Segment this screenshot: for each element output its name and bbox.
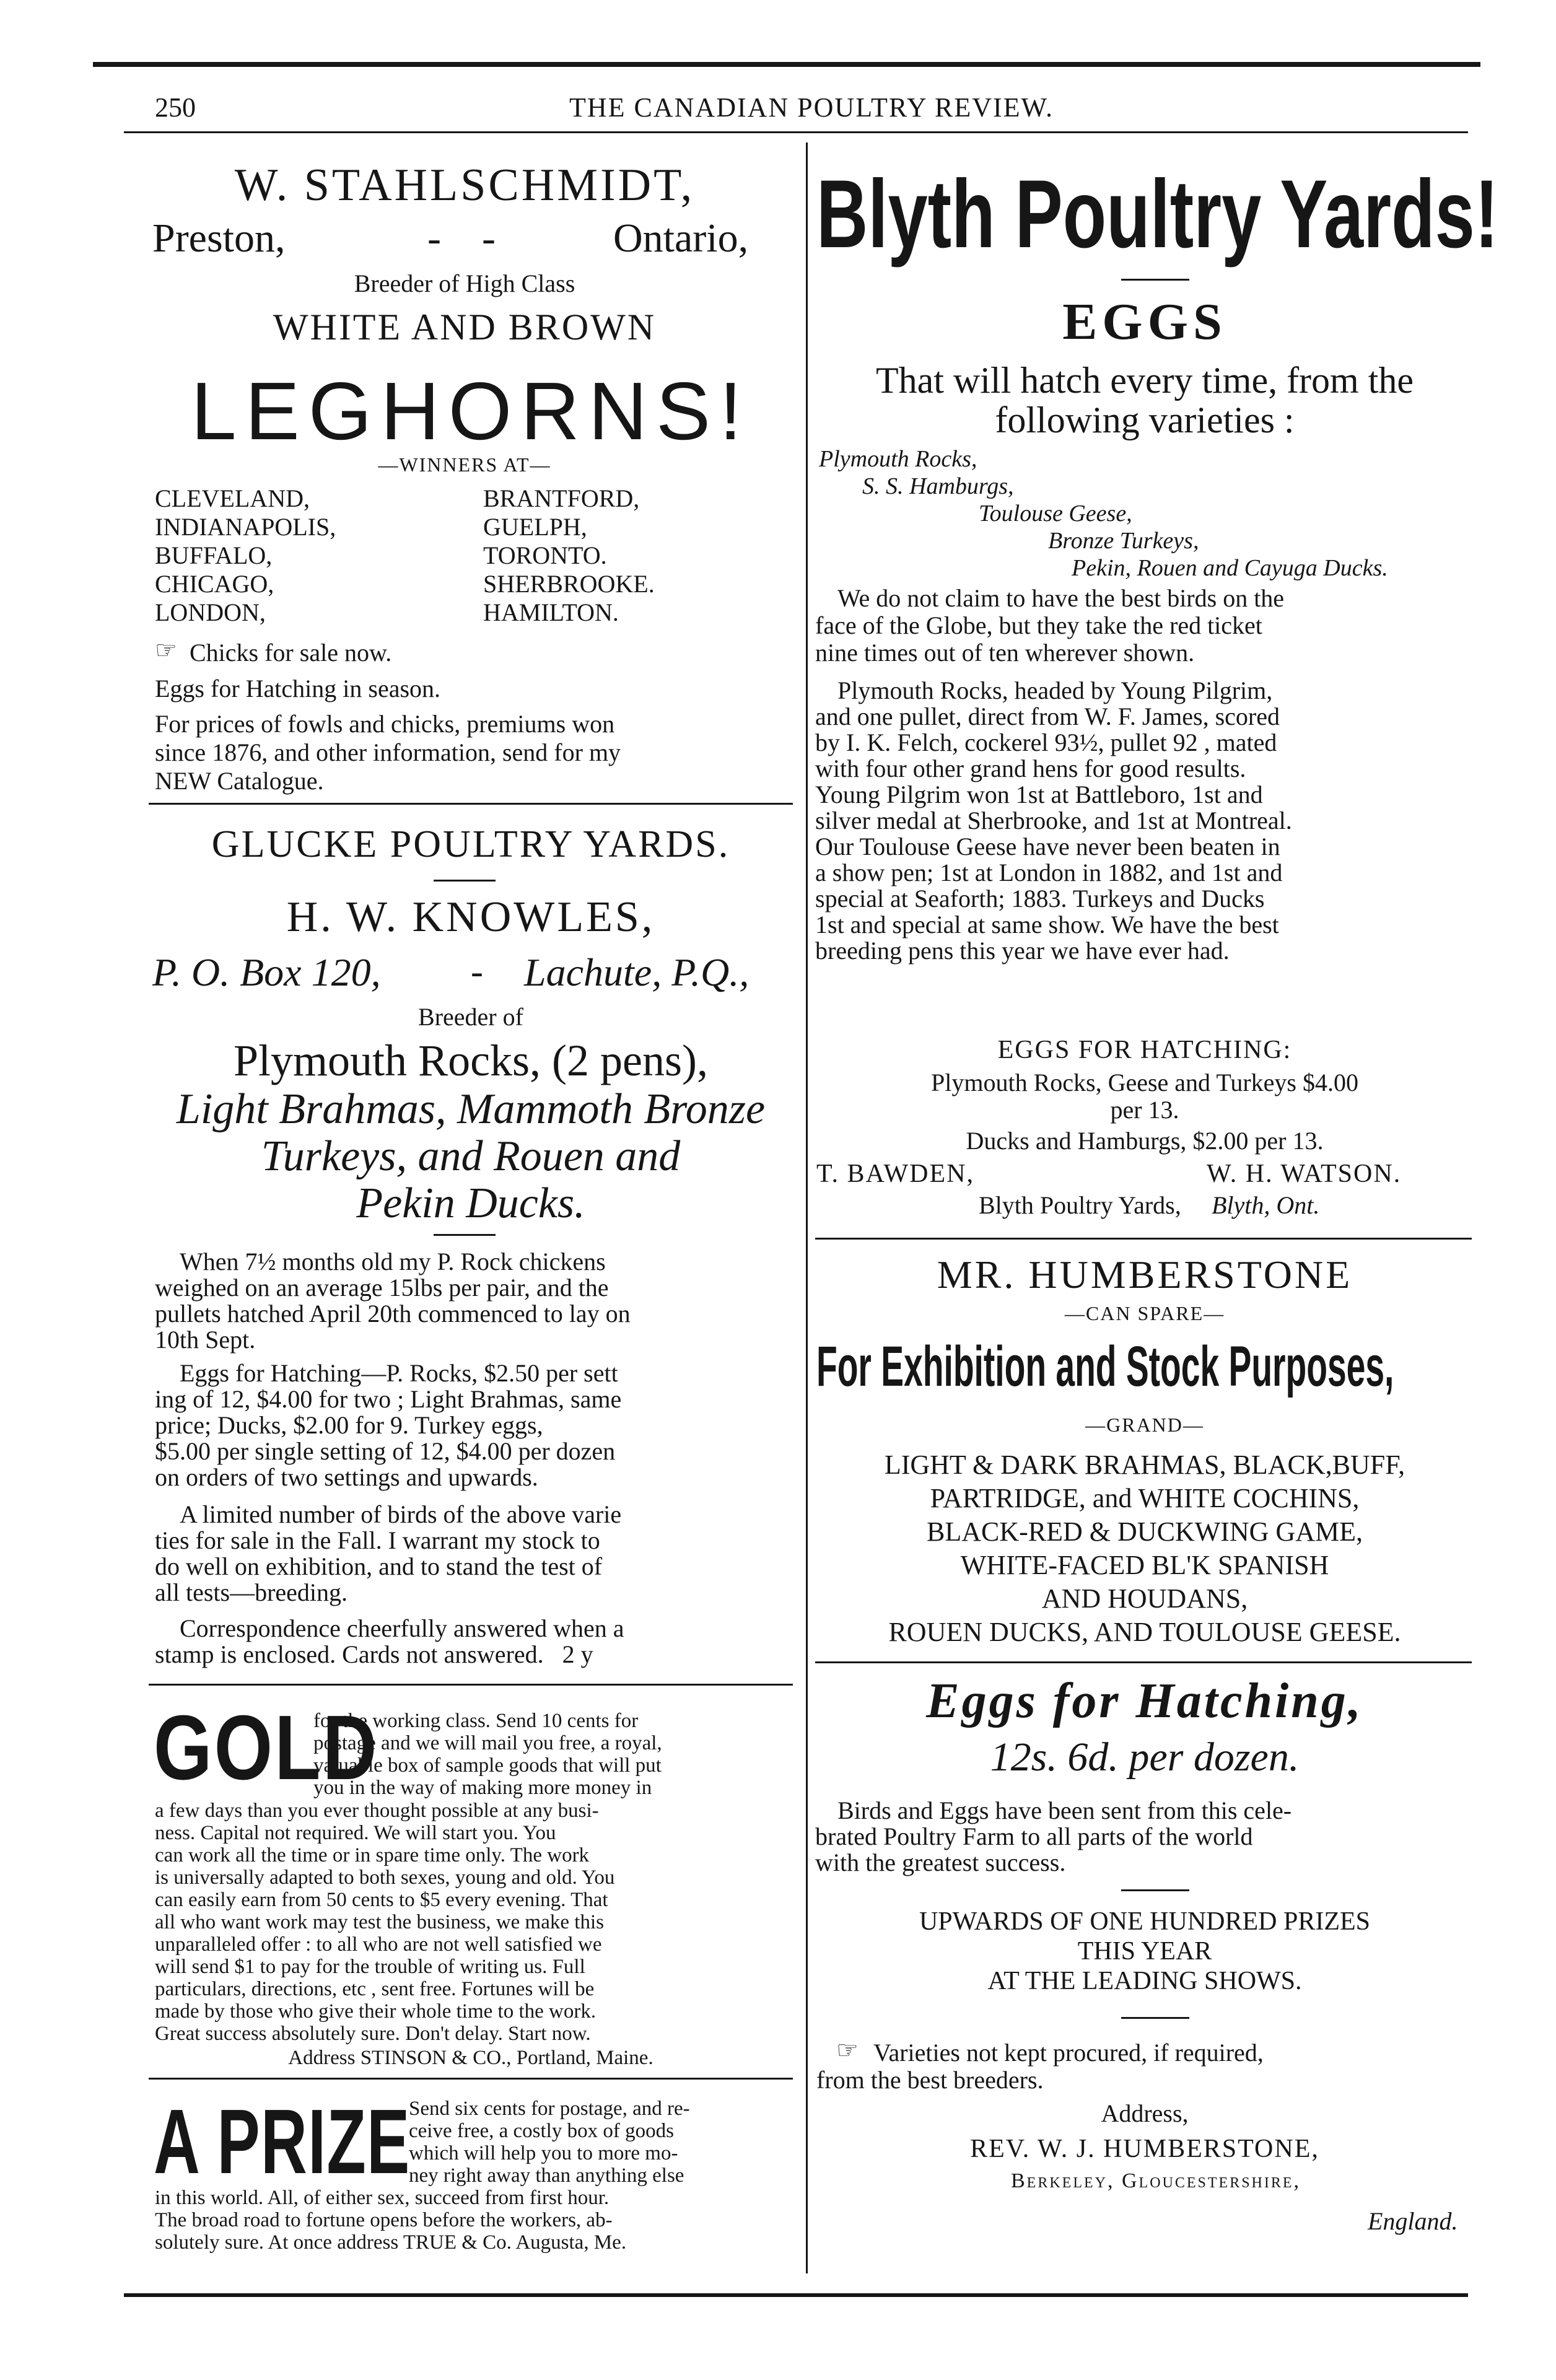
stahlschmidt-breeder: Breeder of High Class [354,269,575,297]
pointing-hand-icon: ☞ [155,636,177,664]
stahlschmidt-name: W. STAHLSCHMIDT, [234,160,695,211]
city-item: BUFFALO, [155,541,273,569]
humberstone-eggs-hatching: Eggs for Hatching, [926,1674,1363,1728]
short-divider [434,1234,496,1236]
column-divider [806,142,808,2273]
humberstone-england: England. [1368,2207,1458,2235]
humberstone-price: 12s. 6d. per dozen. [990,1735,1300,1780]
city-item: SHERBROOKE. [483,570,655,598]
gold-address: Address STINSON & CO., Portland, Maine. [288,2047,653,2069]
glucke-breeds-4: Pekin Ducks. [356,1179,585,1227]
stahlschmidt-town: Preston, [152,216,286,261]
variety-item: Bronze Turkeys, [1048,528,1199,554]
city-item: CHICAGO, [155,570,274,598]
glucke-breeds-2: Light Brahmas, Mammoth Bronze [176,1085,766,1133]
divider [815,1238,1472,1240]
humberstone-can-spare: —CAN SPARE— [1064,1302,1225,1324]
header-rule [124,131,1468,133]
blyth-claim: We do not claim to have the best birds on the face of the Globe, but they take the red ticket nine times out of ten wherever shown. [815,584,1285,667]
gold-headline: GOLD [154,1697,379,1799]
stahlschmidt-eggs: Eggs for Hatching in season. [155,675,441,702]
blyth-watson: W. H. WATSON. [1207,1160,1402,1188]
humberstone-breeds: LIGHT & DARK BRAHMAS, BLACK,BUFF, PARTRIDGE, and WHITE COCHINS, BLACK-RED & DUCKWING GAME, WHITE-FACED BL'K SPANISH AND HOUDANS, ROUEN DUCKS, AND TOULOUSE GEESE. [884,1450,1405,1647]
glucke-place: Lachute, P.Q., [524,950,750,994]
short-divider [1121,279,1189,281]
prize-headline: A PRIZE [154,2091,411,2193]
city-list-left [155,484,336,627]
blyth-bawden: T. BAWDEN, [816,1160,974,1188]
glucke-breeder-of: Breeder of [418,1003,523,1031]
glucke-body-correspondence: Correspondence cheerfully answered when a stamp is enclosed. Cards not answered. 2 y [155,1614,624,1668]
humberstone-varieties-note-2: from the best breeders. [816,2066,1044,2094]
blyth-title: Blyth Poultry Yards! [816,160,1499,268]
gold-side-text: for the working class. Send 10 cents for postage and we will mail you free, a royal, valuable box of sample goods that will put you in the way of making more money in [313,1710,662,1799]
glucke-breeds-3: Turkeys, and Rouen and [261,1132,681,1180]
variety-item: S. S. Hamburgs, [862,473,1014,499]
city-item: LONDON, [155,598,266,626]
glucke-box: P. O. Box 120, [152,950,381,994]
bottom-border-rule [124,2293,1468,2297]
blyth-address-yards: Blyth Poultry Yards, [979,1191,1181,1219]
stahlschmidt-chicks: Chicks for sale now. [190,639,392,667]
top-border-rule [93,62,1480,67]
glucke-name: H. W. KNOWLES, [286,893,655,941]
city-item: BRANTFORD, [483,484,640,512]
divider [149,2078,793,2080]
glucke-body-eggs: Eggs for Hatching—P. Rocks, $2.50 per sett ing of 12, $4.00 for two ; Light Brahmas, same price; Ducks, $2.00 for 9. Turkey eggs, $5.00 per single setting of 12, $4.00 per dozen on orders of two settings and upwards. [155,1359,622,1491]
blyth-hatch-1: That will hatch every time, from the [875,360,1414,401]
city-item: INDIANAPOLIS, [155,513,336,541]
humberstone-rev: REV. W. J. HUMBERSTONE, [970,2135,1319,2163]
humberstone-sent: Birds and Eggs have been sent from this cele- brated Poultry Farm to all parts of the world with the greatest success. [815,1796,1292,1876]
prize-side-text: Send six cents for postage, and re- ceive free, a costly box of goods which will help you to more mo- ney right away than anything else [409,2098,690,2187]
blyth-hatch-2: following varieties : [995,400,1295,440]
humberstone-prizes: UPWARDS OF ONE HUNDRED PRIZES THIS YEAR AT THE LEADING SHOWS. [919,1907,1371,1995]
city-item: GUELPH, [483,513,587,541]
city-item: HAMILTON. [483,598,619,626]
stahlschmidt-winners-at: —WINNERS AT— [378,453,551,476]
humberstone-purposes: For Exhibition and Stock Purposes, [816,1335,1394,1398]
pointing-hand-icon: ☞ [836,2036,859,2064]
variety-item: Plymouth Rocks, [819,446,977,472]
city-list-right [483,484,655,627]
stahlschmidt-dashes: - - [427,216,496,261]
running-head: THE CANADIAN POULTRY REVIEW. [569,92,1054,123]
stahlschmidt-leghorns: LEGHORNS! [191,365,751,457]
blyth-address-town: Blyth, Ont. [1212,1191,1320,1219]
blyth-plymouth-price: Plymouth Rocks, Geese and Turkeys $4.00 [931,1069,1358,1096]
humberstone-grand: —GRAND— [1085,1414,1204,1436]
blyth-per-13: per 13. [1110,1096,1179,1124]
glucke-body-weights: When 7½ months old my P. Rock chickens weighed on an average 15lbs per pair, and the pullets hatched April 20th commenced to lay on 10th Sept. [155,1248,631,1354]
prize-body: in this world. All, of either sex, succeed from first hour. The broad road to fortune opens before the workers, ab- solutely sure. At once address TRUE & Co. Augusta, Me. [155,2187,627,2254]
glucke-title: GLUCKE POULTRY YARDS. [211,823,730,865]
glucke-body-stock: A limited number of birds of the above varie ties for sale in the Fall. I warrant my stock to do well on exhibition, and to stand the test of all tests—breeding. [155,1500,622,1606]
blyth-ducks-price: Ducks and Hamburgs, $2.00 per 13. [966,1127,1324,1155]
glucke-breeds-1: Plymouth Rocks, (2 pens), [234,1036,708,1085]
blyth-eggs-for-hatching: EGGS FOR HATCHING: [997,1036,1292,1064]
variety-item: Pekin, Rouen and Cayuga Ducks. [1072,555,1388,581]
humberstone-varieties-note: Varieties not kept procured, if required, [873,2039,1264,2067]
short-divider [1121,2017,1189,2019]
divider [815,1661,1472,1663]
humberstone-berkeley: Berkeley, Gloucestershire, [1011,2169,1301,2192]
gold-body: a few days than you ever thought possible at any busi- ness. Capital not required. We will start you. You can work all the time or in spare time only. The work is universally adapted to both sexes, young and old. You can easily earn from 50 cents to $5 every evening. That all who want work may test the business, we make this unparalleled offer : to all who are not well satisfied we will send $1 to pay for the trouble of writing us. Full particulars, directions, etc , sent free. Fortunes will be made by those who give their whole time to the work. Great success absolutely sure. Don't delay. Start now. [155,1800,615,2045]
humberstone-title: MR. HUMBERSTONE [937,1253,1353,1297]
humberstone-address-label: Address, [1101,2099,1189,2127]
short-divider [1121,1889,1189,1891]
stahlschmidt-breeds: WHITE AND BROWN [273,307,657,348]
variety-item: Toulouse Geese, [979,501,1132,527]
short-divider [434,880,496,882]
glucke-dash: - [471,951,483,992]
blyth-eggs: EGGS [1062,293,1227,351]
divider [149,803,793,805]
page-number: 250 [155,92,196,123]
city-item: TORONTO. [483,541,607,569]
blyth-body: Plymouth Rocks, headed by Young Pilgrim, and one pullet, direct from W. F. James, scored by I. K. Felch, cockerel 93½, pullet 92 , mated with four other grand hens for good results. Young Pilgrim won 1st at Battleboro, 1st and silver medal at Sherbrooke, and 1st at Montreal. Our Toulouse Geese have never been beaten in a show pen; 1st at London in 1882, and 1st and special at Seaforth; 1883. Turkeys and Ducks 1st and special at same show. We have the best breeding pens this year we have ever had. [815,676,1292,965]
stahlschmidt-province: Ontario, [613,216,749,261]
city-item: CLEVELAND, [155,484,310,512]
stahlschmidt-prices: For prices of fowls and chicks, premiums won since 1876, and other information, send for my NEW Catalogue. [155,710,621,795]
divider [149,1684,793,1686]
